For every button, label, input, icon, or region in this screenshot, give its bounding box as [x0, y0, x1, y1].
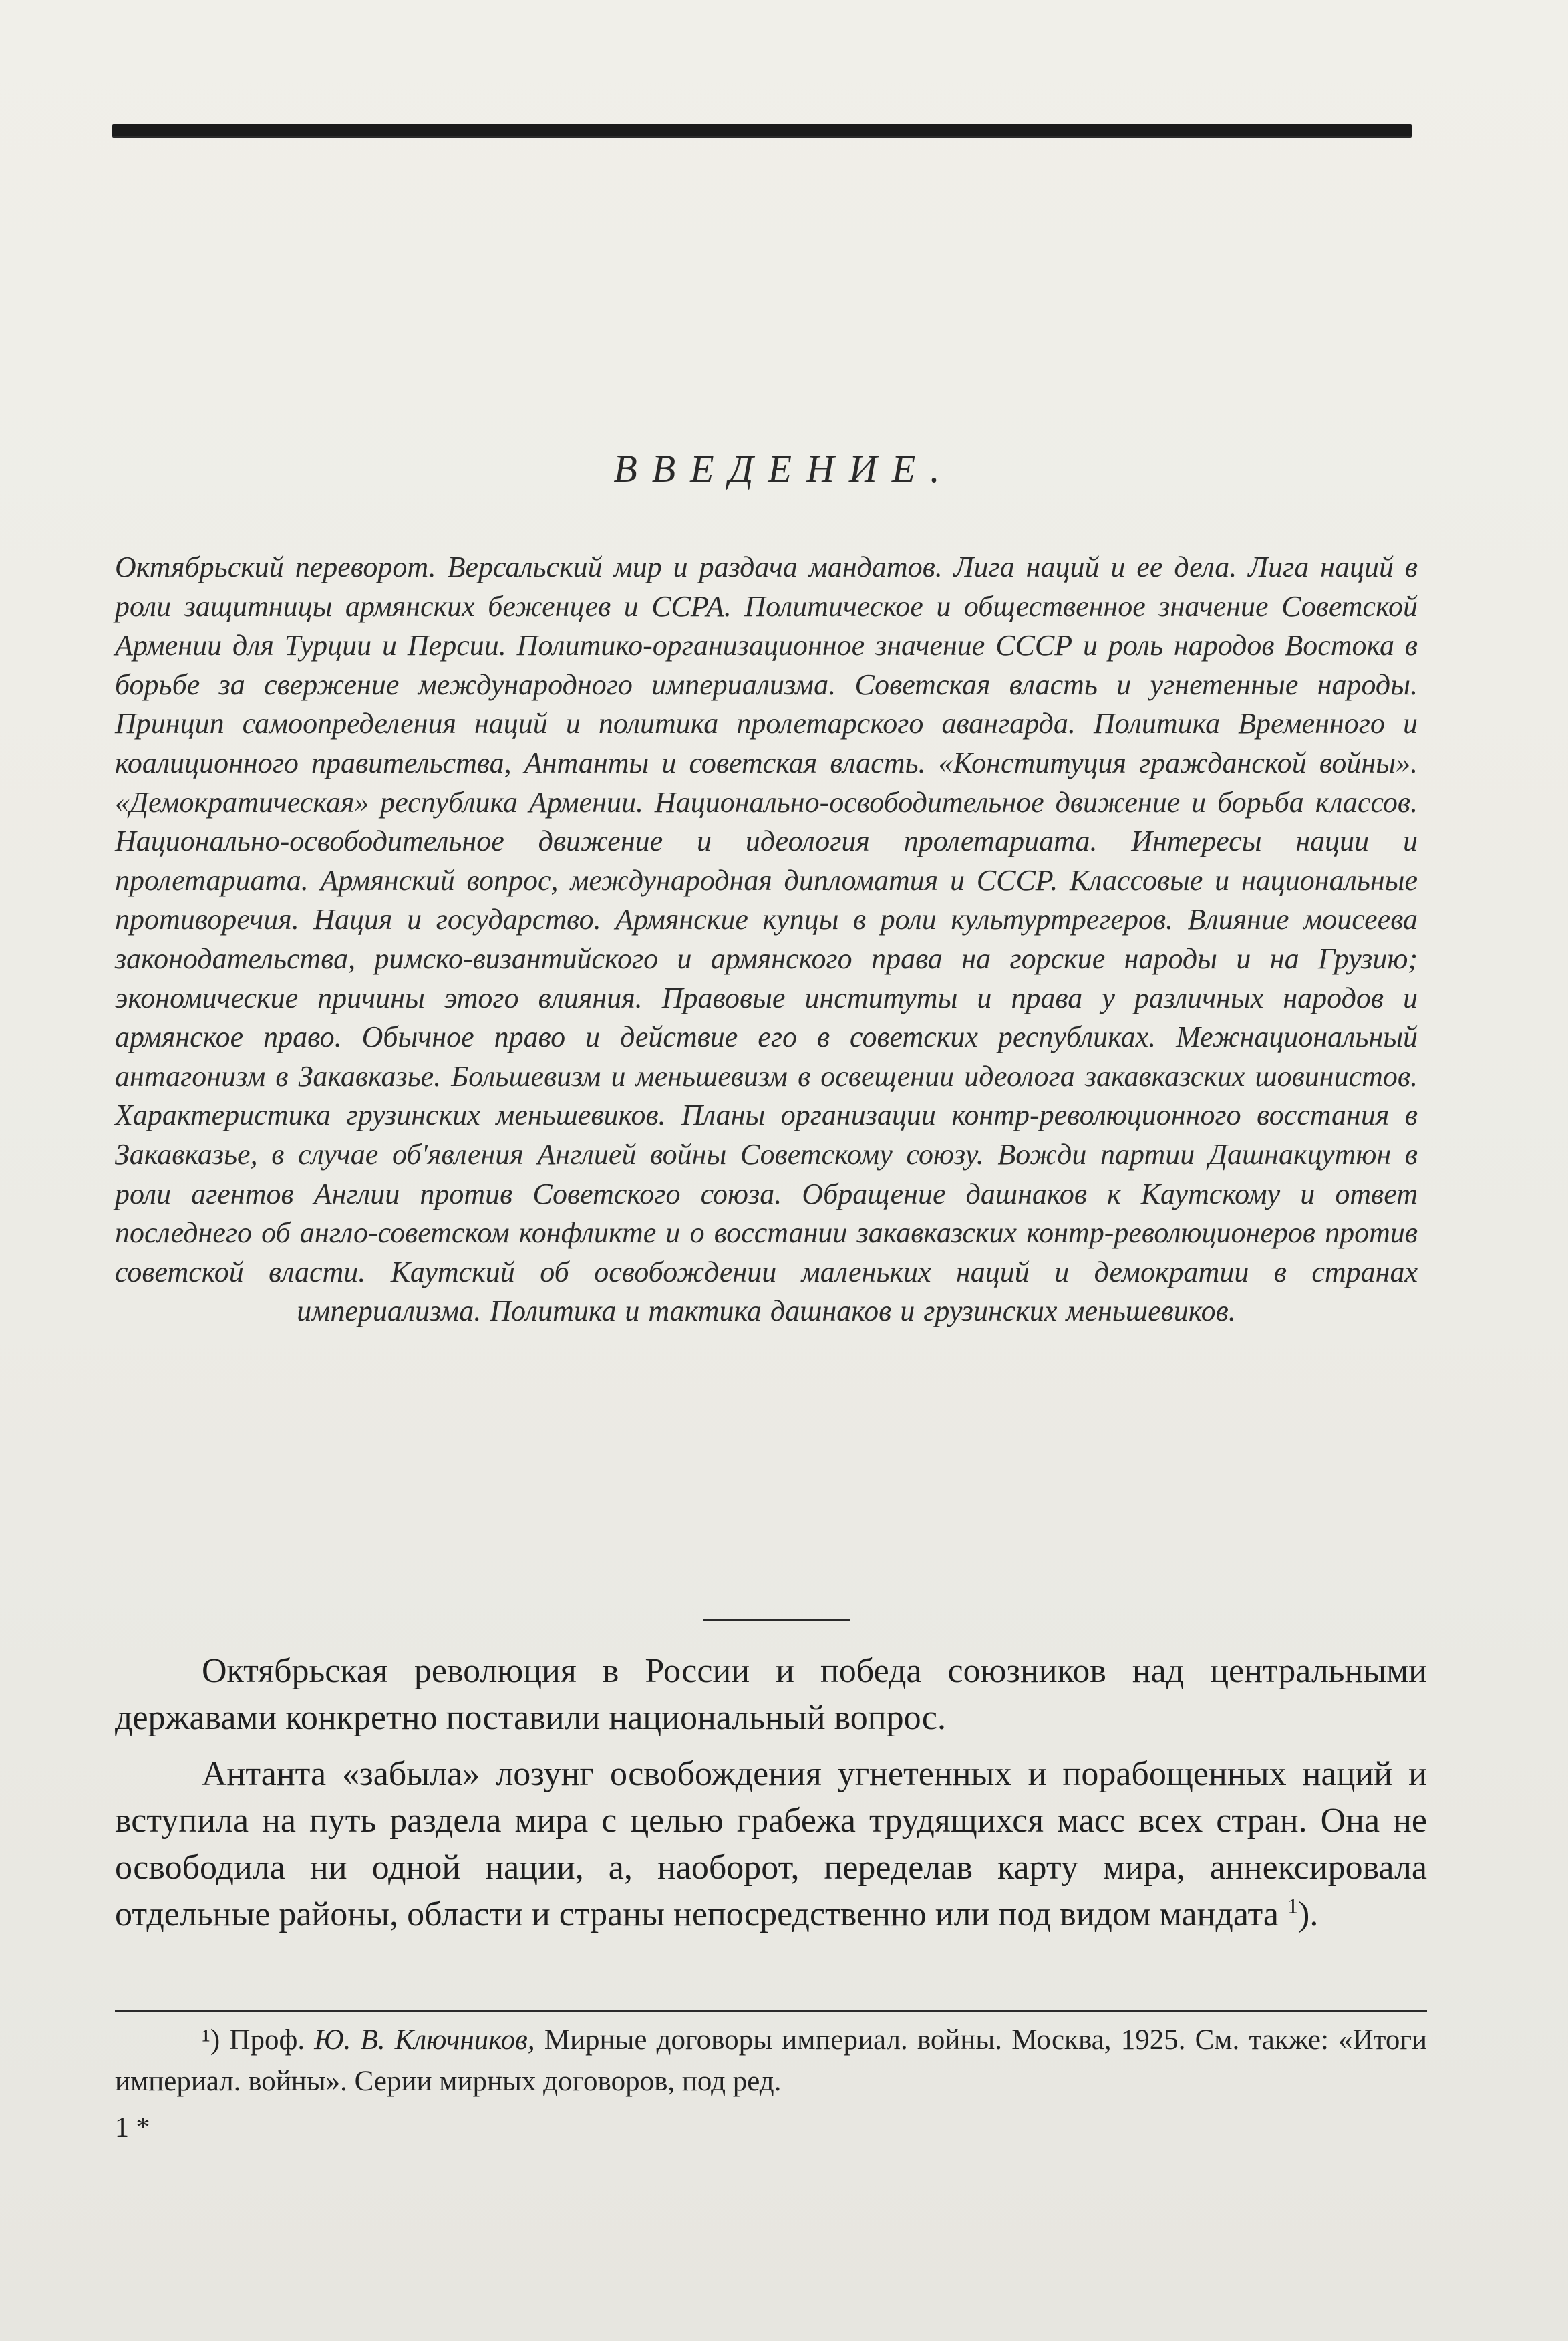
paragraph-1: [115, 1648, 1427, 1742]
signature-mark: 1 *: [115, 2112, 150, 2143]
main-text: [115, 1648, 1427, 1938]
top-rule: [112, 124, 1412, 136]
paragraph-2-end: ).: [1298, 1895, 1319, 1933]
paragraph-2: [115, 1751, 1427, 1938]
footnote-prefix: Проф.: [229, 2024, 305, 2056]
footnote-text: Мирные договоры империал. войны. Москва, 1925. См. также: «Итоги империал. войны». Серии мирных договоров, под ред.: [115, 2024, 1428, 2097]
footnote-author: Ю. В. Ключников,: [314, 2024, 535, 2056]
chapter-title: ВВЕДЕНИЕ.: [613, 447, 955, 491]
paragraph-1-text: Октябрьская революция в России и победа союзников над центральными державами конкретно поставили национальный вопрос.: [115, 1652, 1427, 1737]
footnote-rule: [115, 2010, 1427, 2012]
footnote: [115, 2020, 1427, 2102]
chapter-summary: Октябрьский переворот. Версальский мир и раздача мандатов. Лига наций и ее дела. Лига наций в роли защитницы армянских беженцев и ССРА. Политическое и общественное значение Советской Армении для Турции и Персии. Политико-организационное значение СССР и роль народов Востока в борьбе за свержение международного империализма. Советская власть и угнетенные народы. Принцип самоопределения наций и политика пролетарского авангарда. Политика Временного и коалиционного правительства, Антанты и советская власть. «Конституция гражданской войны». «Демократическая» республика Армении. Национально-освободительное движение и борьба классов. Национально-освободительное движение и идеология пролетариата. Интересы нации и пролетариата. Армянский вопрос, международная дипломатия и СССР. Классовые и национальные противоречия. Нация и государство. Армянские купцы в роли культуртрегеров. Влияние моисеева законодательства, римско-византийского и армянского права на горские народы и на Грузию; экономические причины этого влияния. Правовые институты и права у различных народов и армянское право. Обычное право и действие его в советских республиках. Межнациональный антагонизм в Закавказье. Большевизм и меньшевизм в освещении идеолога закавказских шовинистов. Характеристика грузинских меньшевиков. Планы организации контр-революционного восстания в Закавказье, в случае об'явления Англией войны Советскому союзу. Вожди партии Дашнакцутюн в роли агентов Англии против Советского союза. Обращение дашнаков к Каутскому и ответ последнего об англо-советском конфликте и о восстании закавказских контр-революционеров против советской власти. Каутский об освобождении маленьких наций и демократии в странах империализма. Политика и тактика дашнаков и грузинских меньшевиков.: [115, 551, 1418, 1328]
footnote-marker: ¹): [202, 2024, 220, 2056]
paragraph-2-text: Антанта «забыла» лозунг освобождения угнетенных и порабощенных наций и вступила на путь раздела мира с целью грабежа трудящихся масс всех стран. Она не освободила ни одной нации, а, наоборот, переделав карту мира, аннексировала отдельные районы, области и страны непосредственно или под видом мандата: [115, 1755, 1427, 1933]
footnote-reference: 1: [1287, 1893, 1298, 1918]
section-separator: [703, 1619, 850, 1621]
